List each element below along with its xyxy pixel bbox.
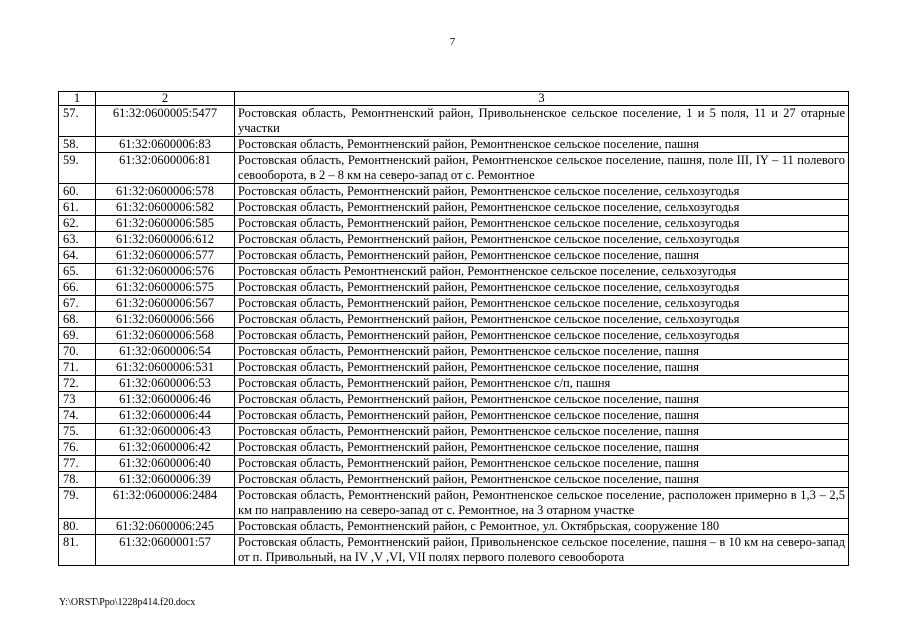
cadastral-number-cell: 61:32:0600006:53 xyxy=(96,376,235,392)
row-number-cell: 70. xyxy=(59,344,96,360)
table-row xyxy=(59,472,849,488)
cadastral-number-cell: 61:32:0600006:578 xyxy=(96,184,235,200)
table-row xyxy=(59,248,849,264)
row-number-cell: 71. xyxy=(59,360,96,376)
row-number-cell: 76. xyxy=(59,440,96,456)
cadastral-number-cell: 61:32:0600006:39 xyxy=(96,472,235,488)
row-number-cell: 65. xyxy=(59,264,96,280)
address-cell: Ростовская область, Ремонтненский район, Ремонтненское сельское поселение, пашня xyxy=(235,472,849,488)
row-number-cell: 74. xyxy=(59,408,96,424)
table-row xyxy=(59,360,849,376)
row-number-cell: 75. xyxy=(59,424,96,440)
column-header-cadastral: 2 xyxy=(96,92,235,106)
table-row xyxy=(59,488,849,519)
table-row xyxy=(59,153,849,184)
cadastral-number-cell: 61:32:0600006:566 xyxy=(96,312,235,328)
row-number-cell: 69. xyxy=(59,328,96,344)
address-cell: Ростовская область, Ремонтненский район, Ремонтненское сельское поселение, сельхозугодья xyxy=(235,184,849,200)
address-cell: Ростовская область, Ремонтненский район, Ремонтненское сельское поселение, пашня xyxy=(235,137,849,153)
address-cell: Ростовская область, Ремонтненский район, с Ремонтное, ул. Октябрьская, сооружение 180 xyxy=(235,519,849,535)
cadastral-number-cell: 61:32:0600006:582 xyxy=(96,200,235,216)
cadastral-number-cell: 61:32:0600006:585 xyxy=(96,216,235,232)
address-cell: Ростовская область, Ремонтненский район, Ремонтненское сельское поселение, сельхозугодья xyxy=(235,216,849,232)
address-cell: Ростовская область, Ремонтненский район, Ремонтненское сельское поселение, пашня xyxy=(235,248,849,264)
table-row xyxy=(59,408,849,424)
cadastral-number-cell: 61:32:0600006:2484 xyxy=(96,488,235,519)
table-row xyxy=(59,328,849,344)
address-cell: Ростовская область, Ремонтненский район, Ремонтненское сельское поселение, сельхозугодья xyxy=(235,312,849,328)
table-row xyxy=(59,200,849,216)
footer-file-path: Y:\ORST\Ppo\1228p414.f20.docx xyxy=(59,597,196,608)
address-cell: Ростовская область, Ремонтненский район, Ремонтненское сельское поселение, сельхозугодья xyxy=(235,200,849,216)
row-number-cell: 78. xyxy=(59,472,96,488)
row-number-cell: 58. xyxy=(59,137,96,153)
cadastral-number-cell: 61:32:0600006:576 xyxy=(96,264,235,280)
cadastral-number-cell: 61:32:0600006:567 xyxy=(96,296,235,312)
address-cell: Ростовская область, Ремонтненский район, Ремонтненское сельское поселение, пашня xyxy=(235,456,849,472)
row-number-cell: 72. xyxy=(59,376,96,392)
table-row xyxy=(59,280,849,296)
cadastral-number-cell: 61:32:0600006:83 xyxy=(96,137,235,153)
row-number-cell: 77. xyxy=(59,456,96,472)
table-row xyxy=(59,216,849,232)
cadastral-number-cell: 61:32:0600006:40 xyxy=(96,456,235,472)
row-number-cell: 81. xyxy=(59,535,96,566)
address-cell: Ростовская область, Ремонтненский район, Ремонтненское сельское поселение, пашня, поле III, IY – 11 полевого севооборота, в 2 – 8 км на северо-запад от с. Ремонтное xyxy=(235,153,849,184)
address-cell: Ростовская область, Ремонтненский район, Ремонтненское сельское поселение, пашня xyxy=(235,344,849,360)
row-number-cell: 60. xyxy=(59,184,96,200)
table-row xyxy=(59,392,849,408)
cadastral-number-cell: 61:32:0600006:245 xyxy=(96,519,235,535)
table-row xyxy=(59,184,849,200)
row-number-cell: 59. xyxy=(59,153,96,184)
table-row xyxy=(59,376,849,392)
address-cell: Ростовская область, Ремонтненский район, Ремонтненское сельское поселение, пашня xyxy=(235,360,849,376)
row-number-cell: 67. xyxy=(59,296,96,312)
address-cell: Ростовская область, Ремонтненский район, Ремонтненское сельское поселение, пашня xyxy=(235,392,849,408)
address-cell: Ростовская область, Ремонтненский район, Ремонтненское сельское поселение, сельхозугодья xyxy=(235,328,849,344)
cadastral-number-cell: 61:32:0600006:577 xyxy=(96,248,235,264)
table-row xyxy=(59,424,849,440)
table-row xyxy=(59,232,849,248)
cadastral-number-cell: 61:32:0600006:44 xyxy=(96,408,235,424)
address-cell: Ростовская область, Ремонтненский район, Ремонтненское сельское поселение, пашня xyxy=(235,424,849,440)
table-row xyxy=(59,264,849,280)
table-row xyxy=(59,344,849,360)
address-cell: Ростовская область, Ремонтненский район, Ремонтненское сельское поселение, расположен примерно в 1,3 – 2,5 км по направлению на северо-запад от с. Ремонтное, на 3 отарном участке xyxy=(235,488,849,519)
table-row xyxy=(59,519,849,535)
row-number-cell: 66. xyxy=(59,280,96,296)
cadastral-number-cell: 61:32:0600006:46 xyxy=(96,392,235,408)
table-row xyxy=(59,296,849,312)
address-cell: Ростовская область, Ремонтненский район, Привольненское сельское поселение, пашня – в 10 км на северо-запад от п. Привольный, на IV ,V ,VI, VII полях первого полевого севооборота xyxy=(235,535,849,566)
row-number-cell: 64. xyxy=(59,248,96,264)
row-number-cell: 80. xyxy=(59,519,96,535)
table-header-row xyxy=(59,92,849,106)
address-cell: Ростовская область Ремонтненский район, Ремонтненское сельское поселение, сельхозугодья xyxy=(235,264,849,280)
table-row xyxy=(59,137,849,153)
column-header-address: 3 xyxy=(235,92,849,106)
cadastral-number-cell: 61:32:0600005:5477 xyxy=(96,106,235,137)
table-row xyxy=(59,440,849,456)
cadastral-number-cell: 61:32:0600001:57 xyxy=(96,535,235,566)
address-cell: Ростовская область, Ремонтненский район, Ремонтненское сельское поселение, пашня xyxy=(235,408,849,424)
land-plots-table xyxy=(58,91,849,566)
column-header-number: 1 xyxy=(59,92,96,106)
table-row xyxy=(59,456,849,472)
address-cell: Ростовская область, Ремонтненский район, Ремонтненское сельское поселение, сельхозугодья xyxy=(235,296,849,312)
row-number-cell: 68. xyxy=(59,312,96,328)
table-body xyxy=(59,92,849,566)
cadastral-number-cell: 61:32:0600006:531 xyxy=(96,360,235,376)
row-number-cell: 62. xyxy=(59,216,96,232)
cadastral-number-cell: 61:32:0600006:612 xyxy=(96,232,235,248)
address-cell: Ростовская область, Ремонтненский район, Ремонтненское с/п, пашня xyxy=(235,376,849,392)
page-number: 7 xyxy=(449,36,456,48)
row-number-cell: 61. xyxy=(59,200,96,216)
row-number-cell: 79. xyxy=(59,488,96,519)
row-number-cell: 63. xyxy=(59,232,96,248)
address-cell: Ростовская область, Ремонтненский район, Ремонтненское сельское поселение, сельхозугодья xyxy=(235,280,849,296)
cadastral-number-cell: 61:32:0600006:568 xyxy=(96,328,235,344)
cadastral-number-cell: 61:32:0600006:42 xyxy=(96,440,235,456)
table-row xyxy=(59,312,849,328)
row-number-cell: 57. xyxy=(59,106,96,137)
cadastral-number-cell: 61:32:0600006:81 xyxy=(96,153,235,184)
table-row xyxy=(59,106,849,137)
row-number-cell: 73 xyxy=(59,392,96,408)
cadastral-number-cell: 61:32:0600006:43 xyxy=(96,424,235,440)
address-cell: Ростовская область, Ремонтненский район, Ремонтненское сельское поселение, сельхозугодья xyxy=(235,232,849,248)
cadastral-number-cell: 61:32:0600006:54 xyxy=(96,344,235,360)
table-row xyxy=(59,535,849,566)
address-cell: Ростовская область, Ремонтненский район, Привольненское сельское поселение, 1 и 5 поля, 11 и 27 отарные участки xyxy=(235,106,849,137)
address-cell: Ростовская область, Ремонтненский район, Ремонтненское сельское поселение, пашня xyxy=(235,440,849,456)
cadastral-number-cell: 61:32:0600006:575 xyxy=(96,280,235,296)
